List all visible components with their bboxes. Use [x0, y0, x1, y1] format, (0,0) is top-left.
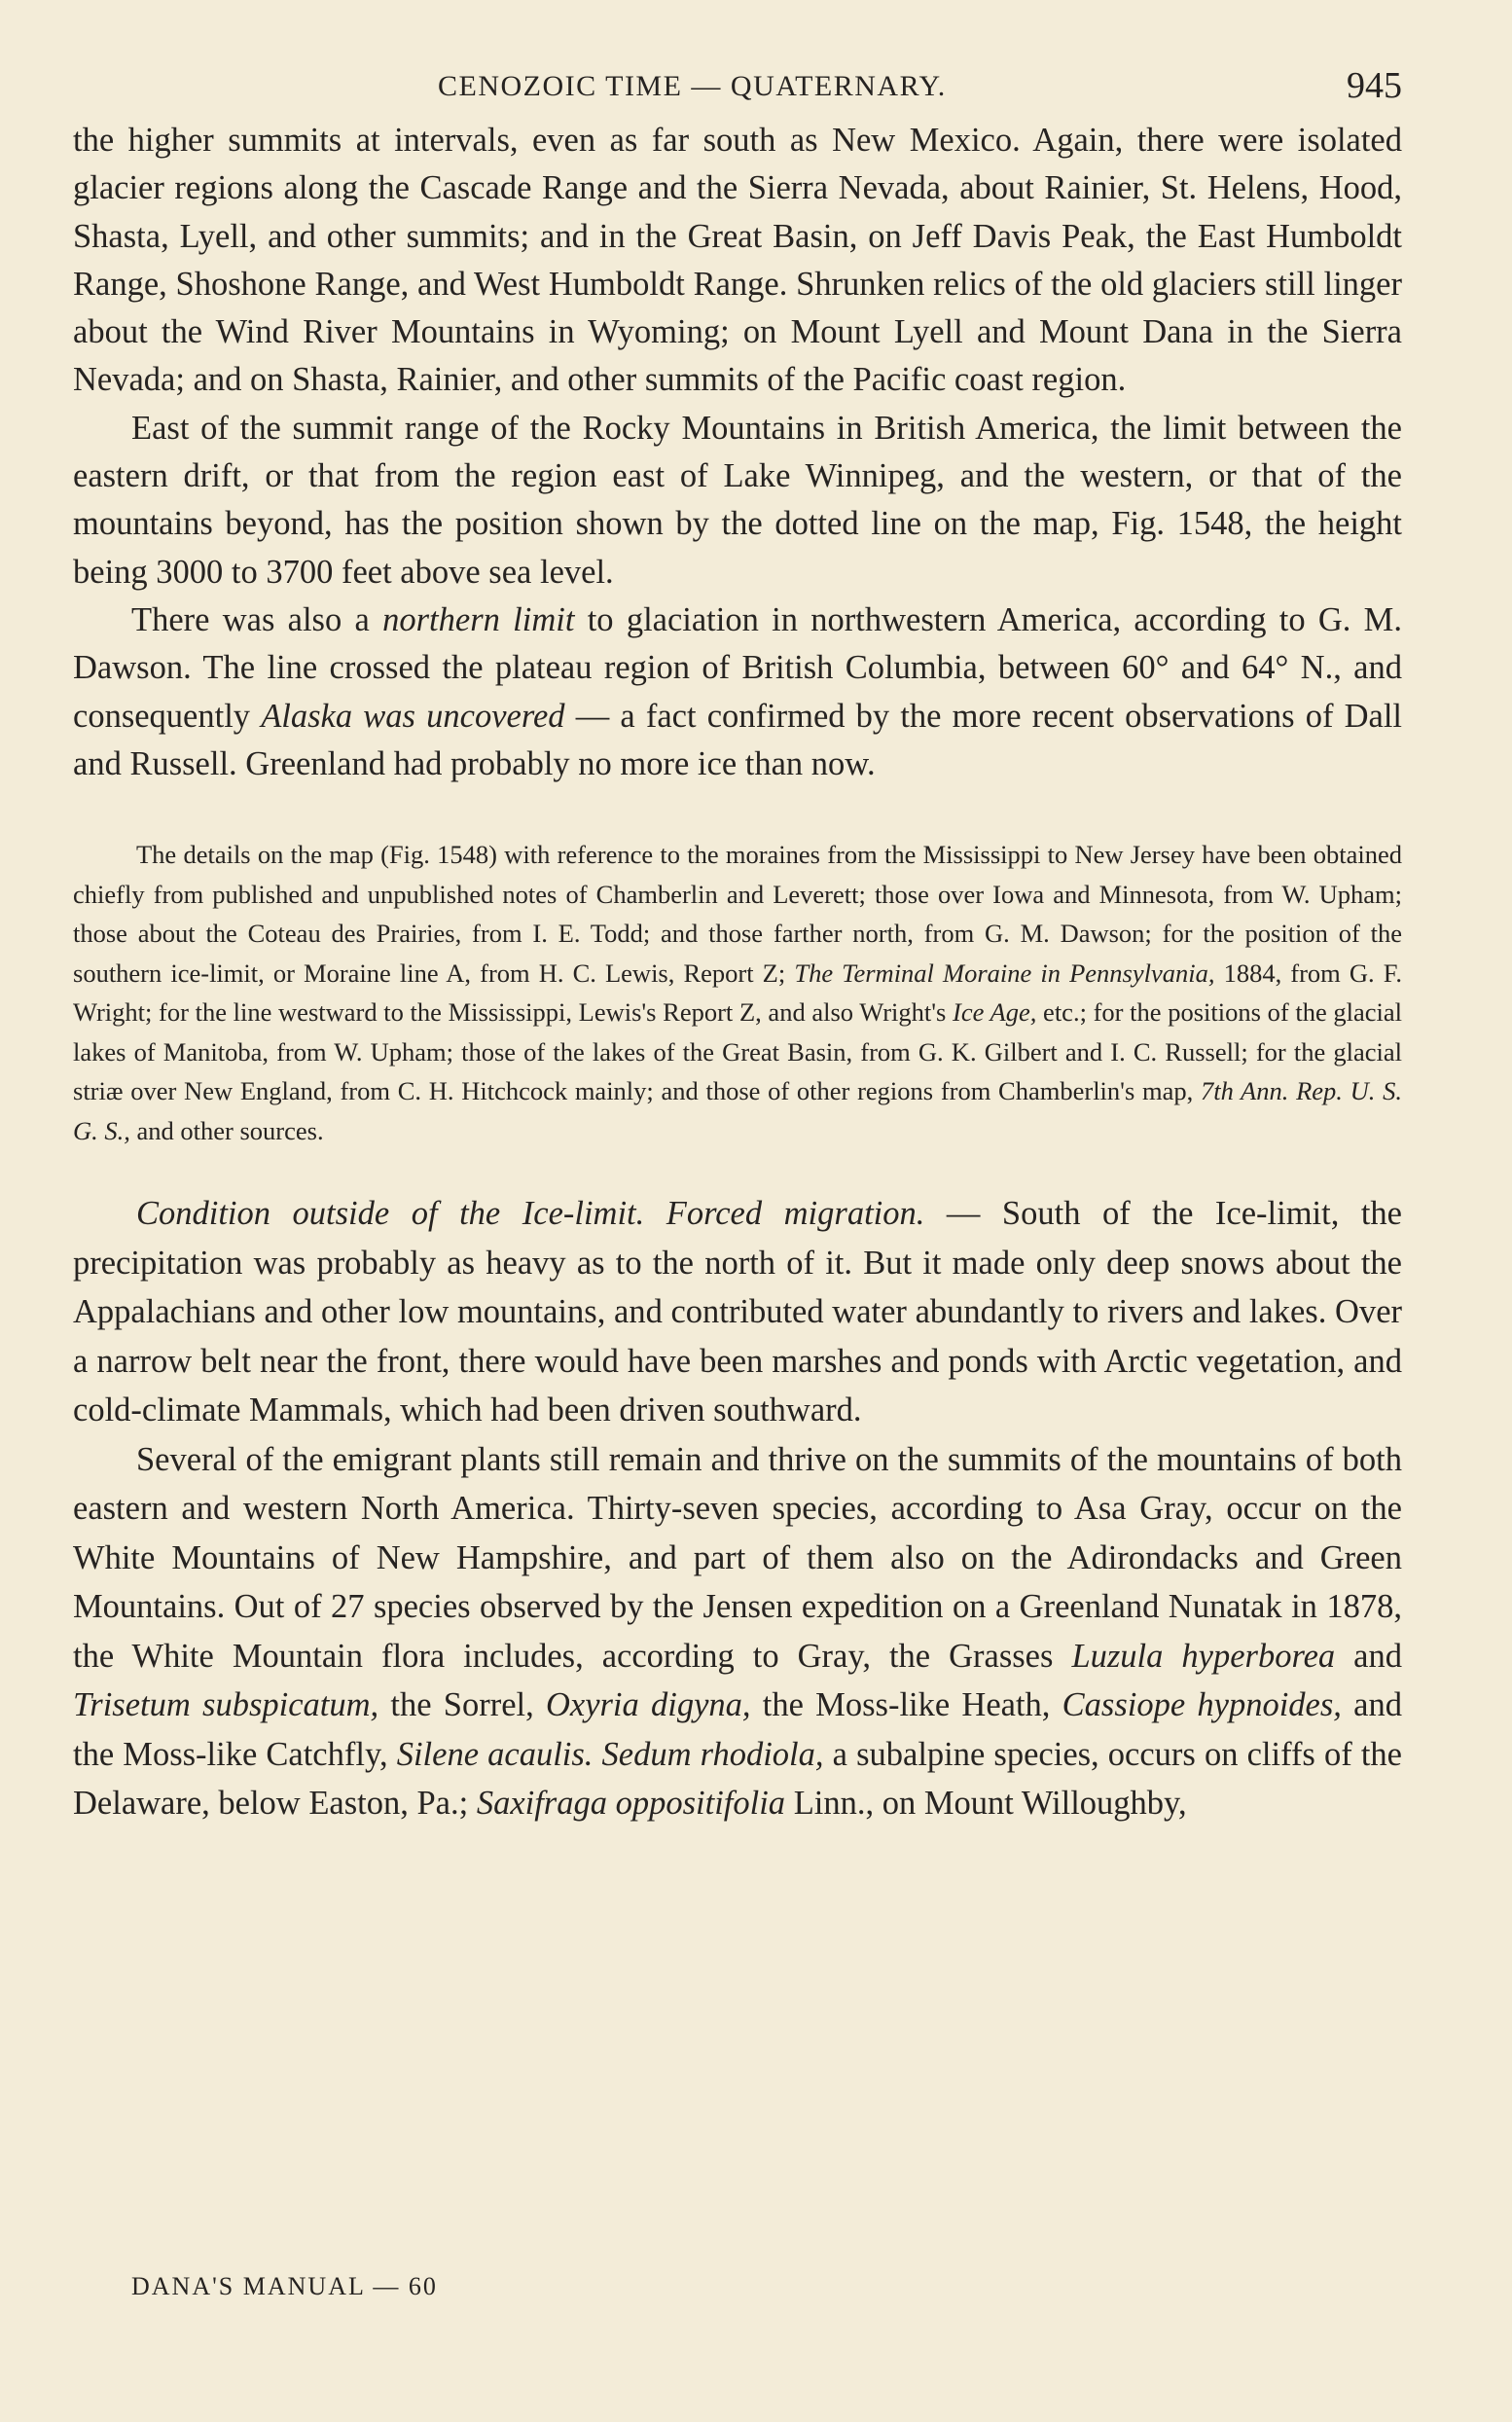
species-name: Saxifraga oppositifolia: [476, 1785, 786, 1823]
text-span: a subalpine species, occurs on cliffs of the Delaware, below Easton, Pa.;: [73, 1735, 1403, 1823]
paragraph-continuation: the higher summits at intervals, even as far south as New Mexico. Again, there were isolated glacier regions along the Cascade Range and the Sierra Nevada, about Rainier, St. Helens, Hood, Shasta, Lyell, and other summits; and in the Great Basin, on Jeff Davis Peak, the East Humboldt Range, Shoshone Range, and West Humboldt Range. Shrunken relics of the old glaciers still linger about the Wind River Mountains in Wyoming; on Mount Lyell and Mount Dana in the Sierra Nevada; and on Shasta, Rainier, and other summits of the Pacific coast region.: [73, 122, 1402, 399]
text-span: and the Moss-like Catchfly,: [73, 1686, 1402, 1773]
running-head: [73, 58, 1402, 117]
text-span: 1884, from G. F. Wright; for the line westward to the Mississippi, Lewis's Report Z, and also Wright's: [73, 958, 1402, 1028]
species-name: Luzula hyperborea: [1071, 1637, 1336, 1675]
running-title: CENOZOIC TIME — QUATERNARY.: [438, 70, 947, 102]
species-name: Silene acaulis. Sedum rhodiola,: [396, 1735, 824, 1773]
paragraph-emigrant-plants: [73, 1435, 1402, 1828]
text-span: to glaciation in northwestern America, according to G. M. Dawson. The line crossed the plateau region of British Columbia, between 60° and 64° N., and consequently: [73, 600, 1402, 735]
text-span: the Moss-like Heath,: [750, 1686, 1062, 1724]
italic-term: Alaska was uncovered: [261, 697, 565, 735]
text-span: — South of the Ice-limit, the precipitation was probably as heavy as to the north of it. But it made only deep snows about the Appalachians and other low mountains, and contributed water abundantly to rivers and lakes. Over a narrow belt near the front, there would have been marshes and ponds with Arctic vegetation, and cold-climate Mammals, which had been driven southward.: [73, 1195, 1402, 1429]
species-name: Oxyria digyna,: [545, 1686, 751, 1724]
italic-title: Ice Age,: [953, 997, 1037, 1028]
text-span: Several of the emigrant plants still remain and thrive on the summits of the mountains of both eastern and western North America. Thirty-seven species, according to Asa Gray, occur on the White Mountains of New Hampshire, and part of them also on the Adirondacks and Green Mountains. Out of 27 species observed by the Jensen expedition on a Greenland Nunatak in 1878, the White Mountain flora includes, according to Gray, the Grasses: [73, 1440, 1402, 1675]
paragraph-ice-limit-condition: [73, 1189, 1402, 1435]
text-span: There was also a: [131, 600, 383, 638]
source-note-paragraph: [73, 835, 1402, 1150]
text-span: etc.; for the positions of the glacial lakes of Manitoba, from W. Upham; those of the lakes of the Great Basin, from G. K. Gilbert and I. C. Russell; for the glacial striæ over New England, from C. H. Hitchcock mainly; and those of other regions from Chamberlin's map,: [73, 997, 1403, 1106]
lower-text: [73, 1189, 1402, 1828]
paragraph-northern-limit: [73, 596, 1402, 788]
book-page: [73, 58, 1402, 2394]
source-note: [73, 835, 1402, 1150]
species-name: Trisetum subspicatum,: [73, 1686, 379, 1724]
main-text: [73, 117, 1402, 788]
text-span: and other sources.: [129, 1115, 324, 1145]
paragraph-drift-limit: East of the summit range of the Rocky Mountains in British America, the limit between the eastern drift, or that from the region east of Lake Winnipeg, and the western, or that of the mountains beyond, has the position shown by the dotted line on the map, Fig. 1548, the height being 3000 to 3700 feet above sea level.: [73, 409, 1402, 591]
text-span: and: [1335, 1637, 1402, 1675]
species-name: Cassiope hypnoides,: [1062, 1686, 1342, 1724]
text-span: The details on the map (Fig. 1548) with reference to the moraines from the Mississippi to New Jersey have been obtained chiefly from published and unpublished notes of Chamberlin and Leverett; those over Iowa and Minnesota, from W. Upham; those about the Coteau des Prairies, from I. E. Todd; and those farther north, from G. M. Dawson; for the position of the southern ice-limit, or Moraine line A, from H. C. Lewis, Report Z;: [73, 840, 1402, 988]
italic-title: The Terminal Moraine in Pennsylvania,: [794, 958, 1215, 988]
text-span: Linn., on Mount Willoughby,: [785, 1785, 1187, 1823]
page-number: 945: [1347, 65, 1402, 106]
text-span: — a fact confirmed by the more recent observations of Dall and Russell. Greenland had probably no more ice than now.: [73, 697, 1403, 782]
signature-mark: DANA'S MANUAL — 60: [131, 2272, 438, 2300]
italic-term: northern limit: [382, 600, 575, 638]
italic-title: 7th Ann. Rep. U. S. G. S.,: [73, 1076, 1402, 1145]
section-heading: Condition outside of the Ice-limit. Forced migration.: [136, 1195, 925, 1233]
text-span: the Sorrel,: [378, 1686, 546, 1724]
